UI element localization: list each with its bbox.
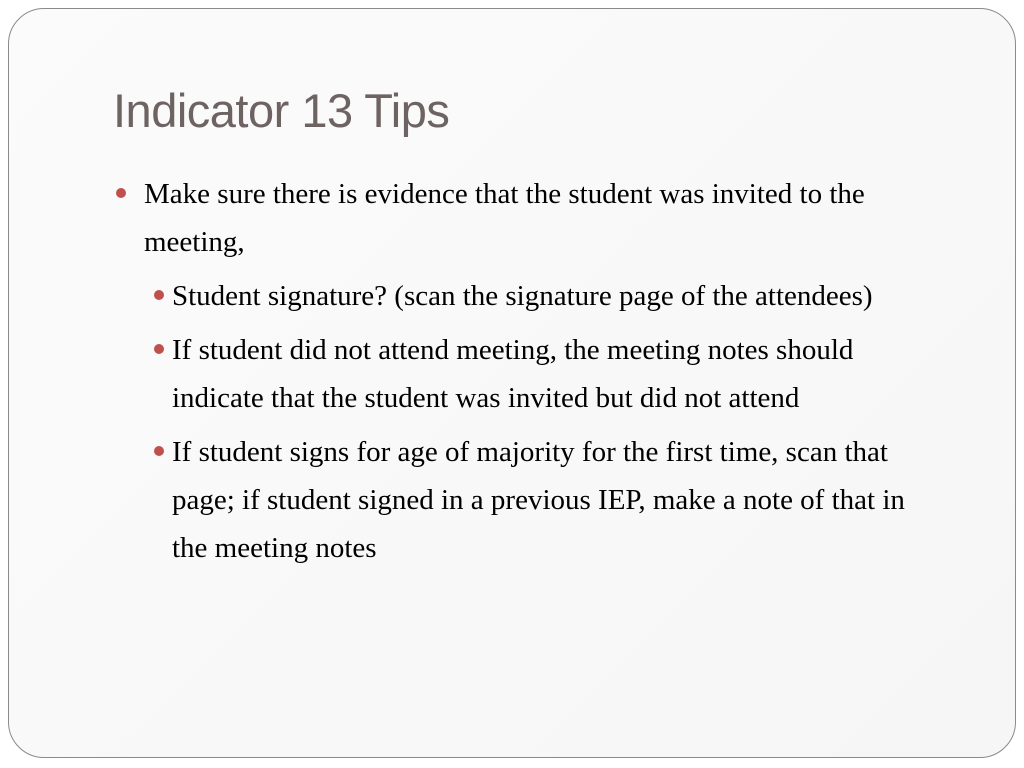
sub-bullet-text: Student signature? (scan the signature page of the attendees) — [172, 280, 873, 312]
bullet-list — [113, 170, 923, 572]
slide-body — [113, 170, 923, 578]
slide-title: Indicator 13 Tips — [113, 84, 450, 137]
bullet-dot-icon — [116, 188, 126, 198]
sub-bullet-dot-icon — [154, 344, 164, 354]
sub-bullet-item — [142, 428, 923, 572]
sub-bullet-dot-icon — [154, 446, 164, 456]
sub-bullet-list — [142, 272, 923, 572]
bullet-text: Make sure there is evidence that the student was invited to the meeting, — [144, 178, 865, 258]
sub-bullet-dot-icon — [154, 290, 164, 300]
sub-bullet-item — [142, 272, 923, 320]
sub-bullet-text: If student signs for age of majority for the first time, scan that page; if student signed in a previous IEP, make a note of that in the meeting notes — [172, 436, 905, 564]
sub-bullet-text: If student did not attend meeting, the meeting notes should indicate that the student was invited but did not attend — [172, 334, 854, 414]
bullet-item — [113, 170, 923, 572]
sub-bullet-item — [142, 326, 923, 422]
